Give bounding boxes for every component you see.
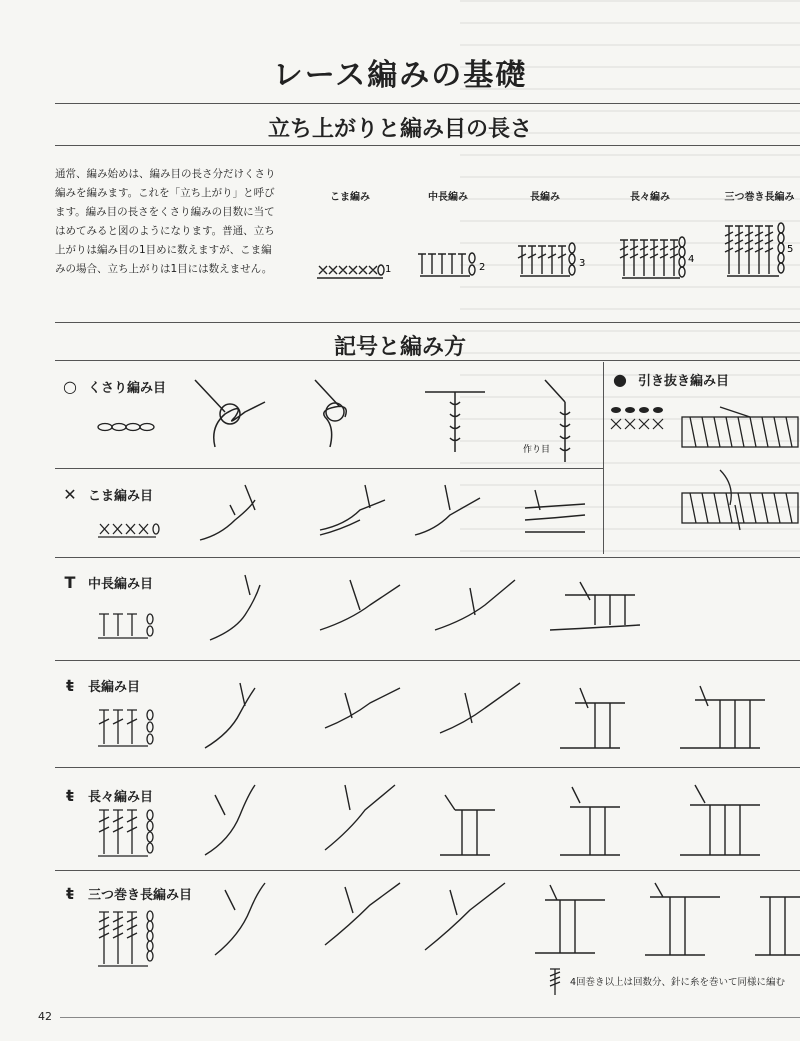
dc-symbol: ŧ	[66, 676, 74, 695]
tr-symbol: ŧ	[66, 786, 74, 805]
divider	[55, 103, 800, 104]
foundation-label: 作り目	[523, 445, 551, 455]
turning-label-dtr: 三つ巻き長編み	[724, 192, 795, 203]
hdc-symbol: T	[64, 573, 76, 592]
turning-label-sc: こま編み	[330, 192, 370, 203]
divider	[55, 557, 800, 558]
divider	[55, 468, 603, 469]
slip-symbol: ●	[613, 370, 627, 389]
chain-steps-illustration	[185, 372, 605, 462]
turning-diagram-sc	[315, 240, 395, 290]
tr-symbol-diagram	[98, 808, 163, 860]
divider	[55, 767, 800, 768]
stitch-dc-label: ŧ 長編み目	[60, 676, 140, 695]
turning-count-dc: 3	[579, 258, 586, 269]
page-title: レース編みの基礎	[272, 58, 528, 93]
dtr-symbol: ŧ	[66, 884, 74, 903]
stitch-tr-label: ŧ 長々編み目	[60, 786, 153, 805]
divider	[55, 360, 800, 361]
divider-vertical	[603, 362, 604, 554]
divider	[55, 870, 800, 871]
sc-symbol: ✕	[63, 485, 77, 504]
turning-label-dc: 長編み	[530, 192, 560, 203]
stitch-slip-label: ● 引き抜き編み目	[610, 370, 729, 389]
slip-steps-illustration	[680, 405, 800, 535]
stitch-sc-label: ✕ こま編み目	[60, 485, 153, 504]
stitch-dtr-label: ŧ 三つ巻き長編み目	[60, 884, 192, 903]
turning-label-hdc: 中長編み	[428, 192, 468, 203]
footer-rule	[60, 1017, 800, 1018]
turning-count-dtr: 5	[787, 244, 794, 255]
turning-count-sc: 1	[385, 264, 392, 275]
divider	[55, 145, 800, 146]
chain-symbol-diagram	[95, 418, 165, 436]
stitch-hdc-label: T 中長編み目	[60, 573, 153, 592]
dtr-symbol-diagram	[98, 910, 163, 970]
hdc-steps-illustration	[200, 570, 640, 650]
page-number: 42	[38, 1010, 52, 1023]
divider	[55, 322, 800, 323]
sc-symbol-diagram	[98, 520, 163, 542]
hdc-symbol-diagram	[98, 612, 163, 642]
turning-diagram-tr	[620, 236, 700, 291]
chain-symbol: ○	[63, 377, 77, 396]
turning-diagram-dtr	[725, 222, 800, 287]
dc-symbol-diagram	[98, 708, 163, 750]
turning-diagram-hdc	[418, 250, 498, 295]
sc-steps-illustration	[195, 480, 595, 545]
turning-count-hdc: 2	[479, 262, 486, 273]
section-title-symbols: 記号と編み方	[333, 335, 466, 360]
turning-count-tr: 4	[688, 254, 695, 265]
divider	[55, 660, 800, 661]
dtr-steps-illustration	[205, 875, 800, 965]
slip-symbol-diagram	[608, 405, 668, 435]
turning-label-tr: 長々編み	[630, 192, 670, 203]
section-title-turning-chains: 立ち上がりと編み目の長さ	[267, 117, 532, 142]
footnote: 4回巻き以上は回数分、針に糸を巻いて同様に編む	[570, 977, 786, 988]
tr-steps-illustration	[200, 775, 800, 865]
multi-wrap-symbol	[548, 967, 562, 997]
stitch-chain-label: ○ くさり編み目	[60, 377, 166, 396]
dc-steps-illustration	[200, 678, 800, 758]
turning-diagram-dc	[518, 242, 598, 292]
intro-text: 通常、編み始めは、編み目の長さ分だけくさり編みを編みます。これを「立ち上がり」と呼びます。編み目の長さをくさり編みの目数に当てはめてみると図のようになります。普通、立ち上がりは編み目の1目めに数えますが、こま編みの場合、立ち上がりは1目には数えません。	[55, 168, 276, 275]
